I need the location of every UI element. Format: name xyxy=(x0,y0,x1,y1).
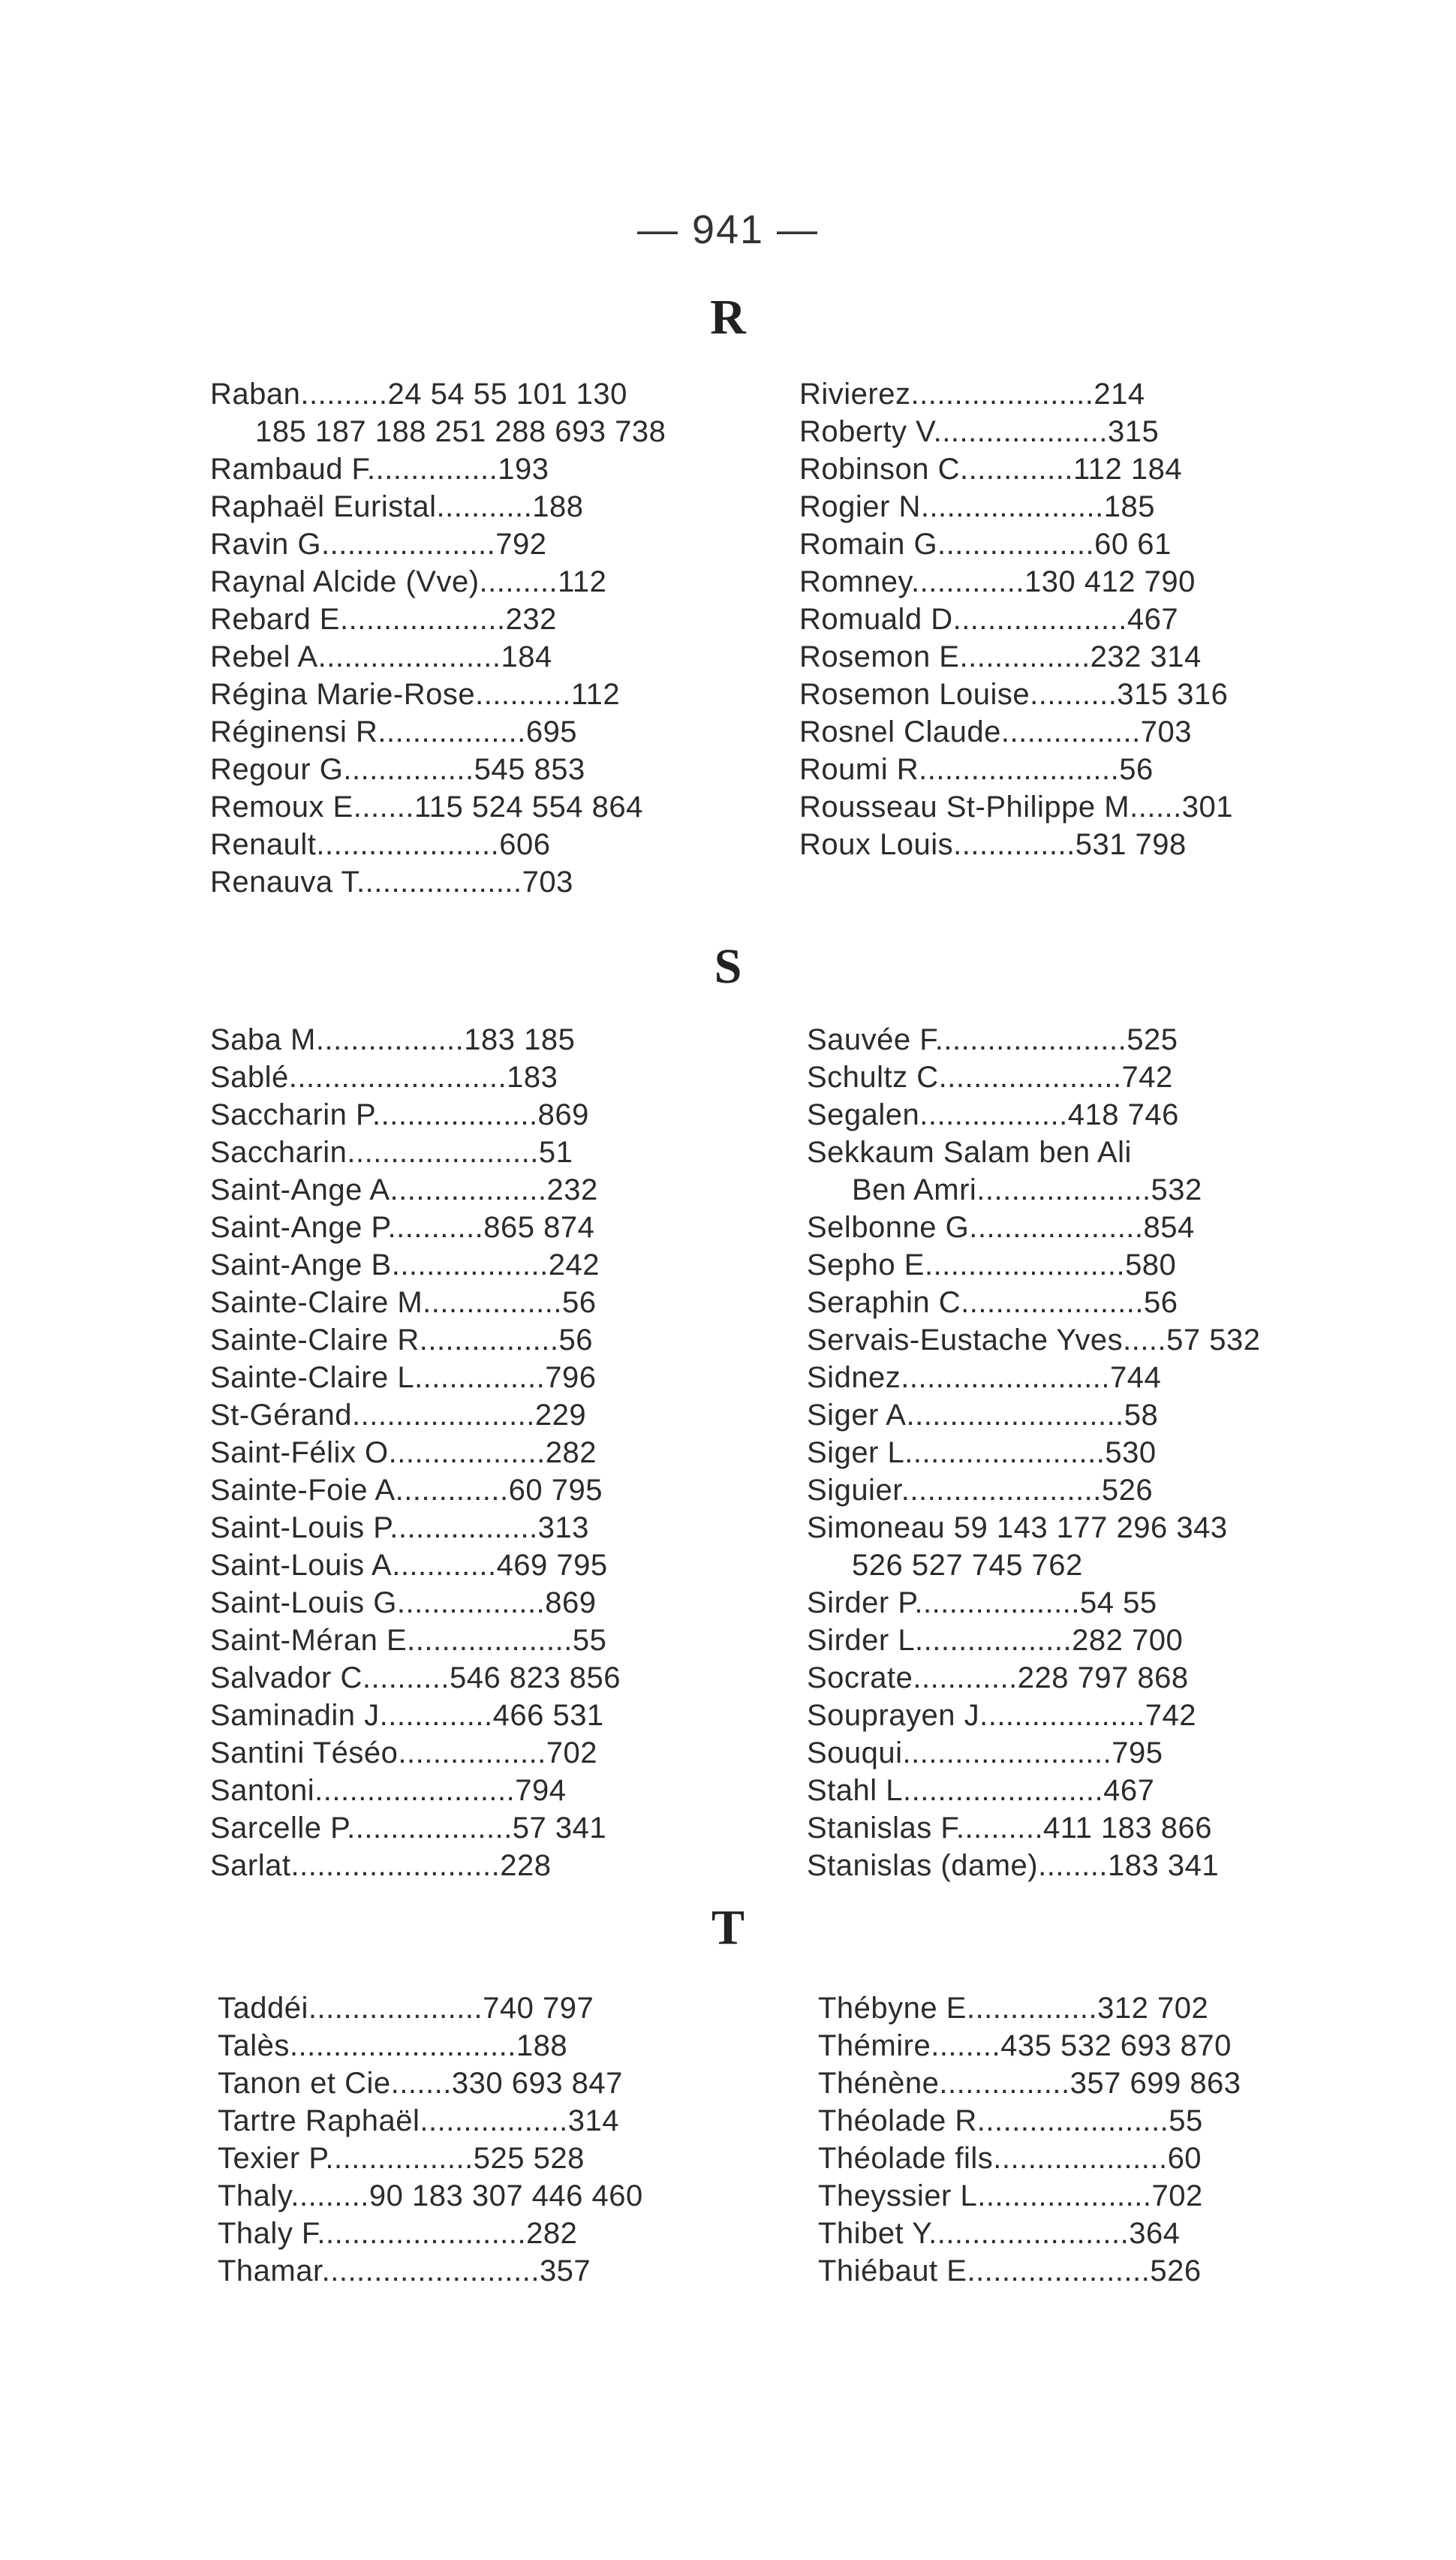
index-entry: Tanon et Cie.......330 693 847 xyxy=(218,2067,623,2100)
index-entry: Renault.....................606 xyxy=(210,828,551,861)
index-entry: Sarcelle P...................57 341 xyxy=(210,1812,607,1845)
index-entry: Souqui........................795 xyxy=(807,1736,1163,1769)
index-entry: Santini Téséo.................702 xyxy=(210,1736,598,1769)
index-entry: Thiébaut E.....................526 xyxy=(818,2254,1202,2287)
index-entry: Sirder L..................282 700 xyxy=(807,1624,1184,1657)
index-entry: Thaly.........90 183 307 446 460 xyxy=(218,2179,643,2212)
index-entry: Sekkaum Salam ben Ali xyxy=(807,1136,1132,1169)
index-entry: Siger A.........................58 xyxy=(807,1399,1159,1432)
index-entry: Théolade fils....................60 xyxy=(818,2142,1202,2175)
section-s-right-column xyxy=(807,1021,1377,1884)
index-entry: Sainte-Foie A.............60 795 xyxy=(210,1474,603,1507)
index-entry: Raynal Alcide (Vve).........112 xyxy=(210,565,607,598)
index-entry: Raphaël Euristal...........188 xyxy=(210,490,584,523)
index-entry: Taddéi....................740 797 xyxy=(218,1992,594,2025)
index-entry: Thaly F........................282 xyxy=(218,2217,578,2250)
index-entry: Segalen.................418 746 xyxy=(807,1098,1179,1131)
index-entry: Romuald D....................467 xyxy=(799,603,1179,636)
index-entry: Socrate............228 797 868 xyxy=(807,1661,1189,1694)
index-entry: Rogier N.....................185 xyxy=(799,490,1155,523)
index-entry: Rosemon Louise..........315 316 xyxy=(799,678,1229,711)
index-entry: Saccharin......................51 xyxy=(210,1136,573,1169)
index-entry: Siguier.......................526 xyxy=(807,1474,1154,1507)
index-entry: Romney.............130 412 790 xyxy=(799,565,1196,598)
index-entry: Rivierez.....................214 xyxy=(799,378,1145,411)
index-entry: Romain G..................60 61 xyxy=(799,528,1172,561)
index-entry: Sainte-Claire M................56 xyxy=(210,1286,597,1319)
index-entry: Thibet Y.......................364 xyxy=(818,2217,1181,2250)
index-entry: Roux Louis..............531 798 xyxy=(799,828,1187,861)
index-entry: Regour G...............545 853 xyxy=(210,753,585,786)
index-entry: Sainte-Claire R................56 xyxy=(210,1324,594,1357)
section-letter-s: S xyxy=(714,939,742,994)
index-entry: Sablé.........................183 xyxy=(210,1061,558,1094)
index-entry: Santoni.......................794 xyxy=(210,1774,567,1807)
index-entry: Renauva T...................703 xyxy=(210,866,573,899)
index-entry: Ben Amri....................532 xyxy=(852,1173,1202,1206)
page-number: — 941 — xyxy=(636,207,820,252)
section-s-left-column xyxy=(210,1021,781,1884)
index-entry: Saint-Ange P...........865 874 xyxy=(210,1211,595,1244)
index-entry: Sauvée F......................525 xyxy=(807,1023,1178,1056)
index-entry: 185 187 188 251 288 693 738 xyxy=(255,415,666,448)
index-entry: Saminadin J.............466 531 xyxy=(210,1699,604,1732)
index-entry: Rousseau St-Philippe M......301 xyxy=(799,791,1234,824)
index-entry: Rambaud F...............193 xyxy=(210,453,549,486)
index-entry: Rosnel Claude................703 xyxy=(799,715,1192,748)
index-entry: Thénène...............357 699 863 xyxy=(818,2067,1241,2100)
index-entry: Robinson C.............112 184 xyxy=(799,453,1183,486)
section-r-right-column xyxy=(799,375,1370,863)
index-entry: Saint-Félix O..................282 xyxy=(210,1436,597,1469)
index-entry: Saint-Louis G.................869 xyxy=(210,1586,597,1619)
index-entry: Saint-Méran E...................55 xyxy=(210,1624,607,1657)
index-entry: Saint-Ange B..................242 xyxy=(210,1248,600,1282)
index-entry: Saccharin P...................869 xyxy=(210,1098,589,1131)
index-entry: Servais-Eustache Yves.....57 532 xyxy=(807,1324,1261,1357)
index-entry: Saba M.................183 185 xyxy=(210,1023,576,1056)
index-entry: Roumi R.......................56 xyxy=(799,753,1154,786)
index-entry: Siger L.......................530 xyxy=(807,1436,1157,1469)
index-entry: Théolade R......................55 xyxy=(818,2104,1203,2137)
index-entry: Schultz C.....................742 xyxy=(807,1061,1173,1094)
index-entry: Réginensi R.................695 xyxy=(210,715,578,748)
index-entry: Raban..........24 54 55 101 130 xyxy=(210,378,627,411)
index-entry: Selbonne G....................854 xyxy=(807,1211,1195,1244)
index-entry: Saint-Louis A............469 795 xyxy=(210,1549,608,1582)
index-entry: Remoux E.......115 524 554 864 xyxy=(210,791,643,824)
index-entry: Thémire........435 532 693 870 xyxy=(818,2029,1232,2062)
index-entry: Rosemon E...............232 314 xyxy=(799,640,1202,673)
section-letter-t: T xyxy=(711,1900,745,1955)
index-entry: Thamar.........................357 xyxy=(218,2254,591,2287)
index-entry: Theyssier L....................702 xyxy=(818,2179,1203,2212)
index-entry: Régina Marie-Rose...........112 xyxy=(210,678,621,711)
index-entry: Saint-Ange A..................232 xyxy=(210,1173,598,1206)
index-entry: Sarlat........................228 xyxy=(210,1849,552,1882)
index-entry: Sepho E.......................580 xyxy=(807,1248,1177,1282)
index-entry: Sainte-Claire L...............796 xyxy=(210,1361,597,1394)
section-t-left-column xyxy=(218,1989,788,2290)
index-entry: Stahl L.......................467 xyxy=(807,1774,1155,1807)
index-entry: St-Gérand.....................229 xyxy=(210,1399,587,1432)
index-entry: Rebel A.....................184 xyxy=(210,640,552,673)
section-r-left-column xyxy=(210,375,781,901)
index-entry: Seraphin C.....................56 xyxy=(807,1286,1178,1319)
index-entry: Stanislas (dame)........183 341 xyxy=(807,1849,1220,1882)
index-entry: Souprayen J...................742 xyxy=(807,1699,1196,1732)
section-letter-r: R xyxy=(710,290,746,345)
index-entry: Rebard E...................232 xyxy=(210,603,557,636)
index-entry: Salvador C..........546 823 856 xyxy=(210,1661,621,1694)
index-entry: Stanislas F..........411 183 866 xyxy=(807,1812,1213,1845)
index-entry: Ravin G....................792 xyxy=(210,528,547,561)
index-entry: 526 527 745 762 xyxy=(852,1549,1083,1582)
index-entry: Thébyne E...............312 702 xyxy=(818,1992,1209,2025)
index-entry: Tartre Raphaël.................314 xyxy=(218,2104,620,2137)
section-t-right-column xyxy=(818,1989,1388,2290)
index-entry: Saint-Louis P.................313 xyxy=(210,1511,589,1544)
index-entry: Sidnez........................744 xyxy=(807,1361,1162,1394)
index-entry: Roberty V....................315 xyxy=(799,415,1160,448)
index-entry: Simoneau 59 143 177 296 343 xyxy=(807,1511,1228,1544)
index-entry: Talès..........................188 xyxy=(218,2029,568,2062)
index-entry: Sirder P...................54 55 xyxy=(807,1586,1157,1619)
index-entry: Texier P.................525 528 xyxy=(218,2142,585,2175)
